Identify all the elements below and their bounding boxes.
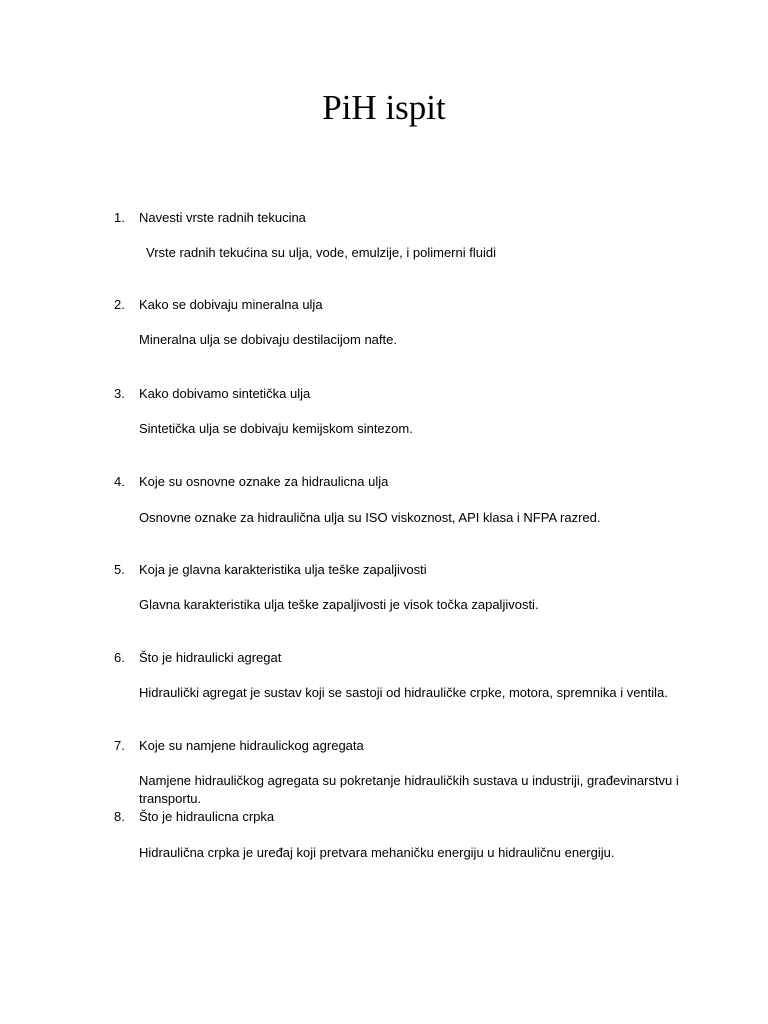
question-text: Kako dobivamo sintetička ulja <box>139 386 311 401</box>
question-number: 6. <box>114 650 125 665</box>
answer-1: Vrste radnih tekućina su ulja, vode, emulzije, i polimerni fluidi <box>146 245 496 260</box>
answer-2: Mineralna ulja se dobivaju destilacijom nafte. <box>139 332 397 347</box>
question-text: Što je hidraulicna crpka <box>139 809 275 824</box>
question-text: Koja je glavna karakteristika ulja teške zapaljivosti <box>139 562 427 577</box>
question-number: 4. <box>114 474 125 489</box>
question-number: 1. <box>114 210 125 225</box>
question-text: Kako se dobivaju mineralna ulja <box>139 297 323 312</box>
answer-4: Osnovne oznake za hidraulična ulja su ISO viskoznost, API klasa i NFPA razred. <box>139 510 601 525</box>
answer-6: Hidraulički agregat je sustav koji se sastoji od hidrauličke crpke, motora, spremnika i ventila. <box>139 685 668 700</box>
question-text: Navesti vrste radnih tekucina <box>139 210 306 225</box>
answer-8: Hidraulična crpka je uređaj koji pretvara mehaničku energiju u hidrauličnu energiju. <box>139 845 615 860</box>
answer-5: Glavna karakteristika ulja teške zapaljivosti je visok točka zapaljivosti. <box>139 597 539 612</box>
question-number: 5. <box>114 562 125 577</box>
question-number: 3. <box>114 386 125 401</box>
document-title: PiH ispit <box>322 88 446 127</box>
question-number: 7. <box>114 738 125 753</box>
answer-3: Sintetička ulja se dobivaju kemijskom sintezom. <box>139 421 413 436</box>
question-number: 8. <box>114 809 125 824</box>
question-text: Što je hidraulicki agregat <box>139 650 282 665</box>
question-text: Koje su osnovne oznake za hidraulicna ulja <box>139 474 389 489</box>
question-number: 2. <box>114 297 125 312</box>
question-text: Koje su namjene hidraulickog agregata <box>139 738 364 753</box>
answer-7: Namjene hidrauličkog agregata su pokretanje hidrauličkih sustava u industriji, građevinarstvu i transportu. <box>139 773 679 806</box>
